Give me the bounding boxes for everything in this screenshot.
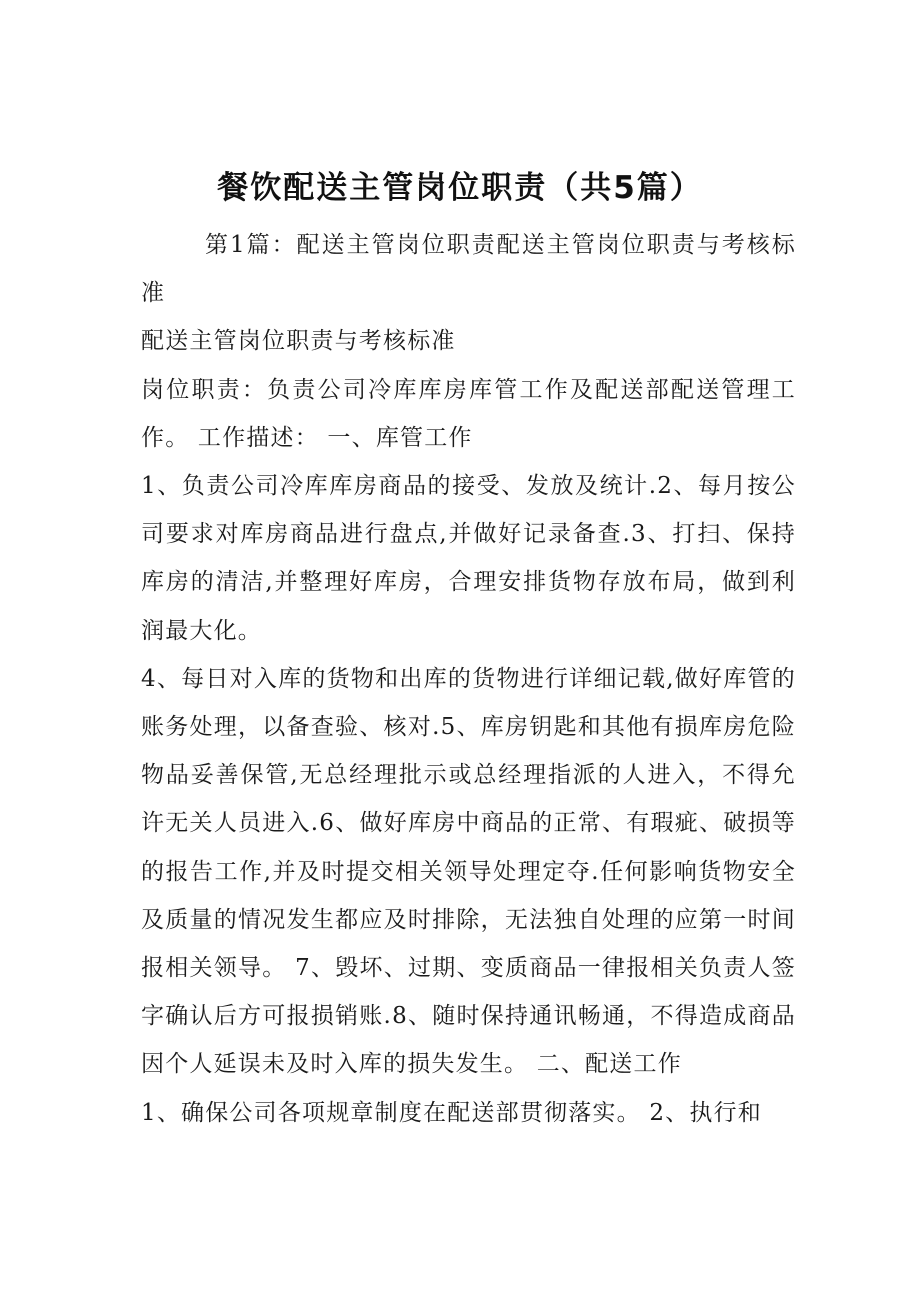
paragraph-job-duties: 岗位职责：负责公司冷库库房库管工作及配送部配送管理工作。 工作描述： 一、库管工作 bbox=[141, 376, 796, 451]
paragraph-chapter-heading: 第1篇：配送主管岗位职责配送主管岗位职责与考核标准 bbox=[141, 232, 796, 307]
paragraph-warehouse-items-4-8: 4、每日对入库的货物和出库的货物进行详细记载,做好库管的账务处理，以备查验、核对.5、库房钥匙和其他有损库房危险物品妥善保管,无总经理批示或总经理指派的人进入，不得允许无关人员进入.6、做好库房中商品的正常、有瑕疵、破损等的报告工作,并及时提交相关领导处理定夺.任何影响货物安全及质量的情况发生都应及时排除，无法独自处理的应第一时间报相关领导。 7、毁坏、过期、变质商品一律报相关负责人签字确认后方可报损销账.8、随时保持通讯畅通，不得造成商品因个人延误未及时入库的损失发生。 二、配送工作 bbox=[141, 665, 796, 1078]
document-body bbox=[141, 221, 796, 1137]
paragraph-warehouse-items-1-3: 1、负责公司冷库库房商品的接受、发放及统计.2、每月按公司要求对库房商品进行盘点,并做好记录备查.3、打扫、保持库房的清洁,并整理好库房，合理安排货物存放布局，做到利润最大化。 bbox=[141, 473, 796, 644]
paragraph-subtitle: 配送主管岗位职责与考核标准 bbox=[141, 328, 456, 355]
document-title: 餐饮配送主管岗位职责（共5篇） bbox=[217, 169, 703, 206]
paragraph-delivery-items: 1、确保公司各项规章制度在配送部贯彻落实。 2、执行和 bbox=[141, 1099, 762, 1126]
